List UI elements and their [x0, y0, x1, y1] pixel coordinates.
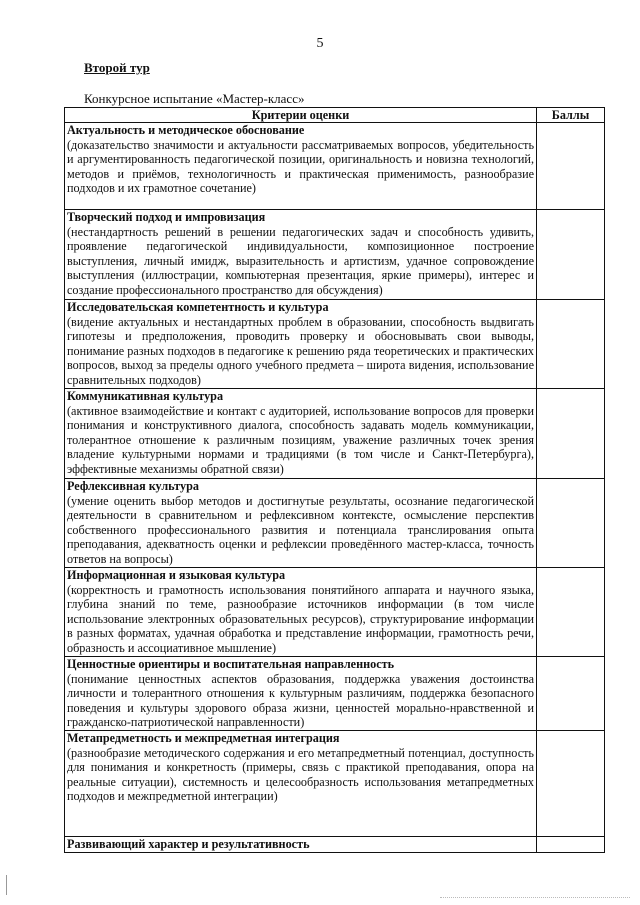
criterion-description: (разнообразие методического содержания и его метапредметный потенциал, доступность для понимания и конкретность (примеры, связь с практикой преподавания, опора на реальные ситуации), системность и целесообразность использования метапредметных подходов и межпредметной интеграции) [67, 745, 534, 804]
criterion-description: (умение оценить выбор методов и достигнутые результаты, осознание педагогической деятельности в сравнительном и рефлексивном контексте, осмысление перспектив собственного профессионального развития и потенциала транслирования опыта преподавания, адекватность оценки и рефлексии проведённого мастер-класса, точность ответов на вопросы) [67, 493, 534, 566]
criterion-title: Информационная и языковая культура [67, 568, 286, 582]
score-cell[interactable] [537, 837, 605, 853]
criterion-title: Метапредметность и межпредметная интеграция [67, 731, 340, 745]
score-cell[interactable] [537, 123, 605, 210]
criterion-description: (корректность и грамотность использования понятийного аппарата и научного языка, глубина знаний по теме, разнообразие источников информации (в том числе использование электронных образовательных ресурсов), структурирование информации в разных форматах, удачная обработка и представление информации, грамотность речи, образность и ассоциативное мышление) [67, 582, 534, 655]
header-criteria: Критерии оценки [65, 108, 537, 123]
score-cell[interactable] [537, 479, 605, 568]
score-cell[interactable] [537, 731, 605, 837]
criterion-title: Развивающий характер и результативность [67, 837, 310, 851]
score-cell[interactable] [537, 657, 605, 731]
criterion-cell [65, 657, 537, 731]
round-title: Второй тур [84, 60, 150, 75]
table-row [65, 731, 605, 837]
criterion-title: Исследовательская компетентность и культура [67, 300, 329, 314]
criterion-description: (видение актуальных и нестандартных проблем в образовании, способность выдвигать гипотезы и предположения, проводить проверку и обосновывать свои выводы, понимание разных подходов в педагогике к решению ряда теоретических и практических вопросов, выход за пределы одного учебного предмета – широта видения, использование сравнительных подходов) [67, 314, 534, 387]
criterion-cell [65, 210, 537, 300]
criterion-description: (активное взаимодействие и контакт с аудиторией, использование вопросов для проверки понимания и конструктивного диалога, способность задавать модель коммуникации, толерантное отношение к различным позициям, уважение различных точек зрения владение культурными нормами и традициями (в том числе и Санкт-Петербурга), эффективные механизмы обратной связи) [67, 403, 534, 476]
header-score: Баллы [537, 108, 605, 123]
score-cell[interactable] [537, 300, 605, 389]
table-header-row [65, 108, 605, 123]
score-cell[interactable] [537, 210, 605, 300]
contest-name: Конкурсное испытание «Мастер-класс» [84, 91, 305, 106]
score-cell[interactable] [537, 568, 605, 657]
table-row [65, 479, 605, 568]
scan-bottom-artifact [440, 897, 630, 899]
criterion-description: (нестандартность решений в решении педагогических задач и способность удивить, проявление педагогической индивидуальности, композиционное построение выступления, личный имидж, выразительность и артистизм, удачное сопровождение выступления (иллюстрации, компьютерная презентация, яркие примеры), интерес и создание профессионального пространство для обсуждения) [67, 224, 534, 297]
criterion-cell [65, 731, 537, 837]
criterion-title: Ценностные ориентиры и воспитательная направленность [67, 657, 395, 671]
table-row [65, 389, 605, 479]
criterion-title: Рефлексивная культура [67, 479, 199, 493]
criterion-title: Творческий подход и импровизация [67, 210, 266, 224]
criterion-description: (доказательство значимости и актуальности рассматриваемых вопросов, убедительность и аргументированность педагогической позиции, оригинальность и новизна технологий, методов и приёмов, технологичность и практическая применимость, разнообразие подходов и их грамотное сочетание) [67, 137, 534, 196]
criterion-cell [65, 300, 537, 389]
criteria-table [64, 107, 605, 853]
criterion-title: Коммуникативная культура [67, 389, 224, 403]
scan-margin-mark [6, 875, 7, 895]
table-row [65, 837, 605, 853]
criterion-title: Актуальность и методическое обоснование [67, 123, 305, 137]
table-row [65, 568, 605, 657]
criterion-cell [65, 568, 537, 657]
criterion-cell [65, 123, 537, 210]
table-row [65, 657, 605, 731]
score-cell[interactable] [537, 389, 605, 479]
table-row [65, 210, 605, 300]
page-number: 5 [316, 36, 324, 51]
criterion-cell [65, 389, 537, 479]
criterion-cell [65, 837, 537, 853]
table-row [65, 300, 605, 389]
criterion-description: (понимание ценностных аспектов образования, поддержка уважения достоинства личности и толерантного отношения к культурным различиям, поддержка безопасного поведения и культуры здорового образа жизни, ценностей морально-нравственной и гражданско-патриотической направленности) [67, 671, 534, 730]
criterion-cell [65, 479, 537, 568]
table-row [65, 123, 605, 210]
